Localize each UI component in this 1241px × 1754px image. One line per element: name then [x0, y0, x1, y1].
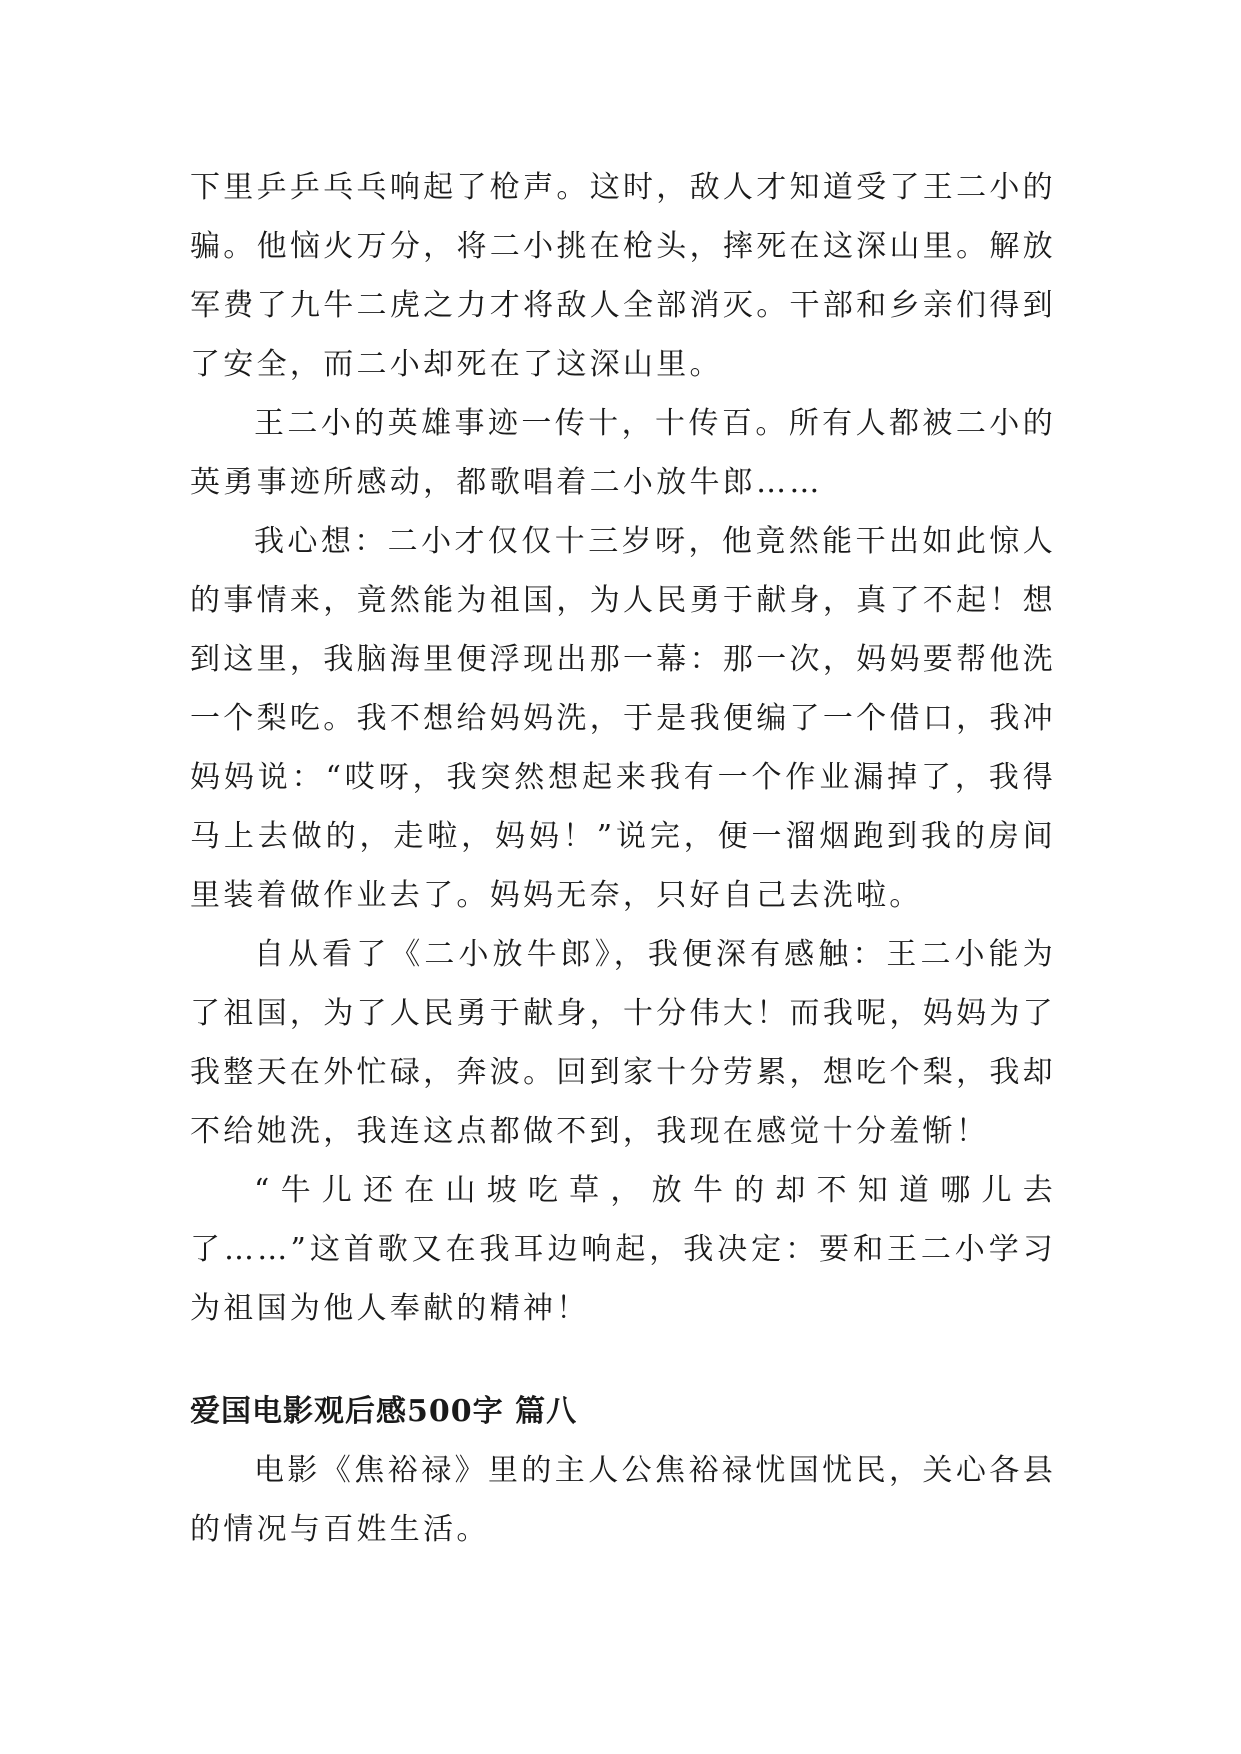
document-page — [190, 158, 1056, 1559]
paragraph-3: 我心想：二小才仅仅十三岁呀，他竟然能干出如此惊人的事情来，竟然能为祖国，为人民勇于献身，真了不起！想到这里，我脑海里便浮现出那一幕：那一次，妈妈要帮他洗一个梨吃。我不想给妈妈洗，于是我便编了一个借口，我冲妈妈说：“哎呀，我突然想起来我有一个作业漏掉了，我得马上去做的，走啦，妈妈！”说完，便一溜烟跑到我的房间里装着做作业去了。妈妈无奈，只好自己去洗啦。 — [190, 524, 1056, 913]
paragraph-4: 自从看了《二小放牛郎》，我便深有感触：王二小能为了祖国，为了人民勇于献身，十分伟大！而我呢，妈妈为了我整天在外忙碌，奔波。回到家十分劳累，想吃个梨，我却不给她洗，我连这点都做不到，我现在感觉十分羞惭！ — [190, 937, 1056, 1149]
section-heading: 爱国电影观后感500字 篇八 — [190, 1394, 578, 1429]
paragraph-1: 下里乒乒乓乓响起了枪声。这时，敌人才知道受了王二小的骗。他恼火万分，将二小挑在枪头，摔死在这深山里。解放军费了九牛二虎之力才将敌人全部消灭。干部和乡亲们得到了安全，而二小却死在了这深山里。 — [190, 170, 1056, 382]
paragraph-5: “牛儿还在山坡吃草，放牛的却不知道哪儿去了……”这首歌又在我耳边响起，我决定：要和王二小学习为祖国为他人奉献的精神！ — [190, 1173, 1056, 1326]
paragraph-6: 电影《焦裕禄》里的主人公焦裕禄忧国忧民，关心各县的情况与百姓生活。 — [190, 1453, 1056, 1547]
paragraph-2: 王二小的英雄事迹一传十，十传百。所有人都被二小的英勇事迹所感动，都歌唱着二小放牛郎…… — [190, 406, 1056, 500]
